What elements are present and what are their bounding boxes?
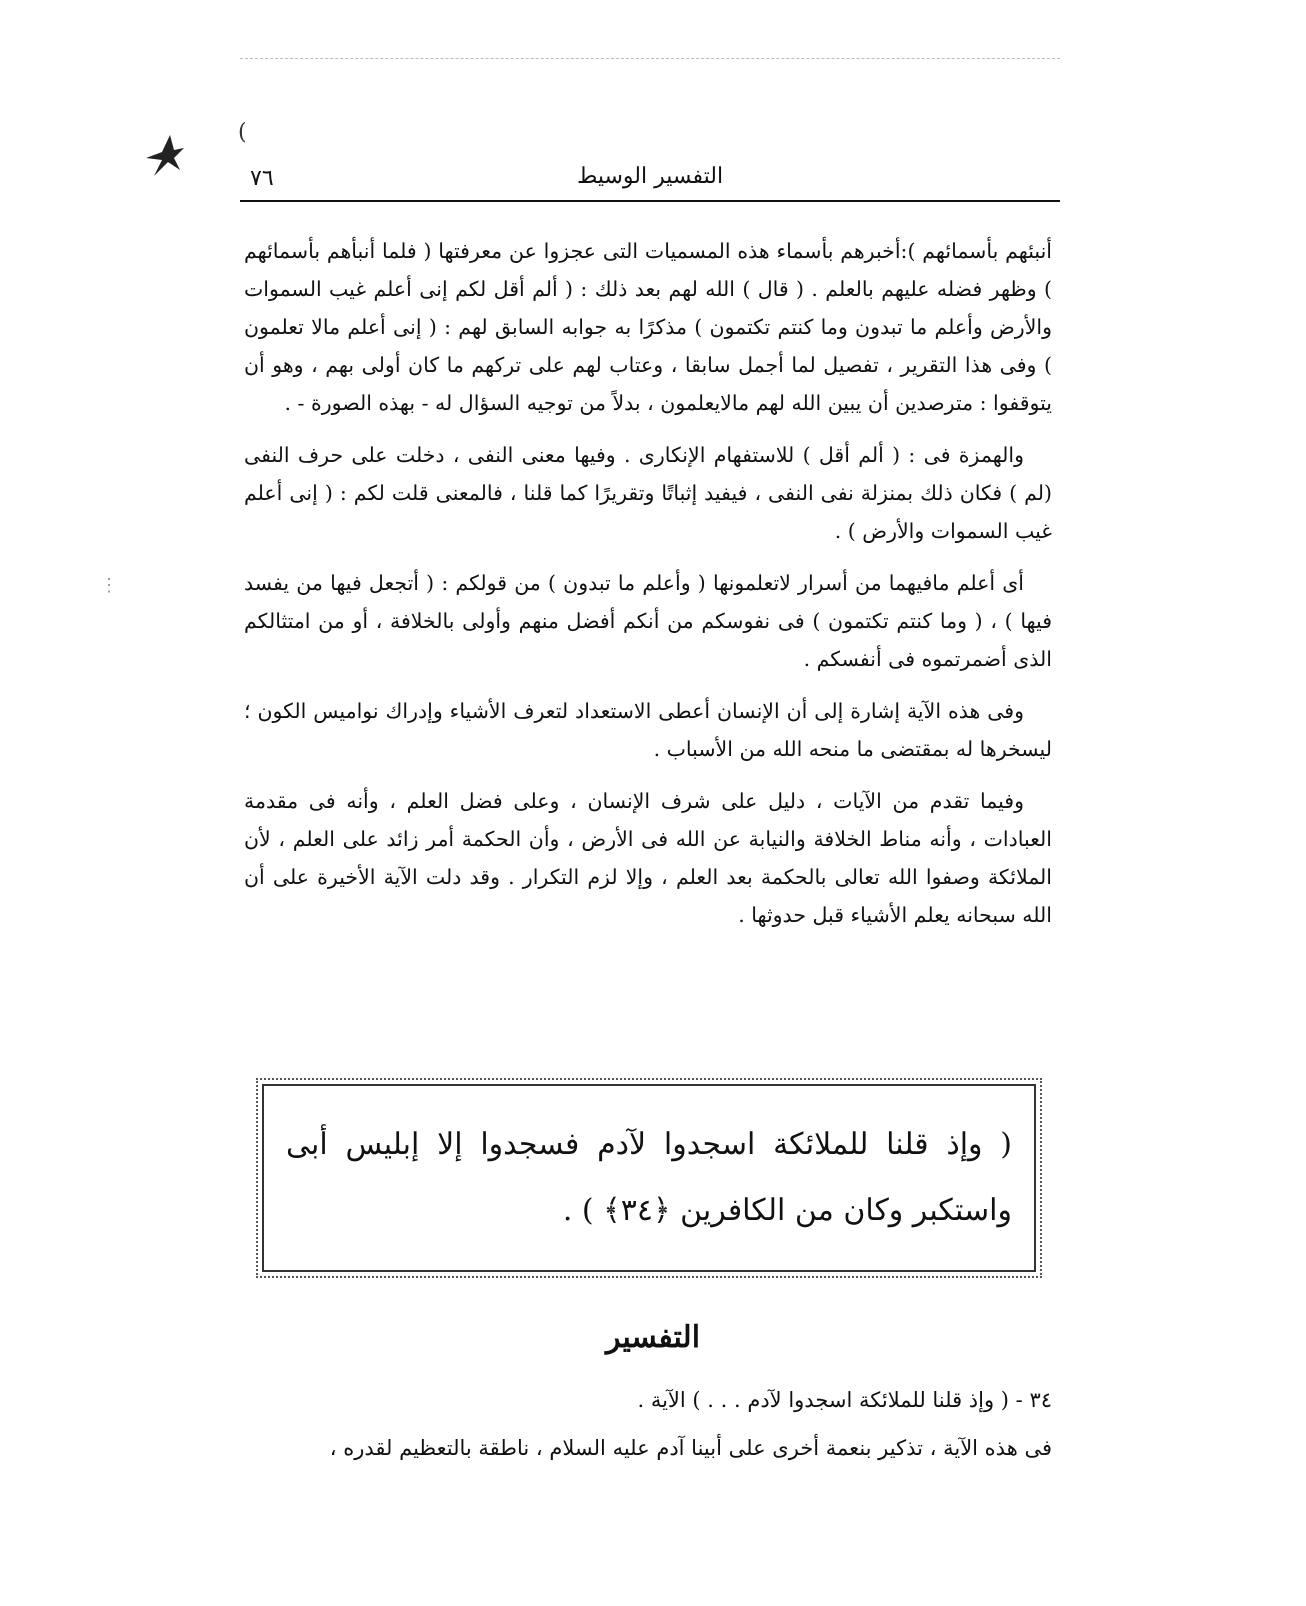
paragraph-5: وفيما تقدم من الآيات ، دليل على شرف الإنسان ، وعلى فضل العلم ، وأنه فى مقدمة العبادات ، وأنه مناط الخلافة والنيابة عن الله فى الأرض ، وأن الحكمة أمر زائد على العلم ، لأن الملائكة وصفوا الله تعالى بالحكمة بعد العلم ، وإلا لزم التكرار . وقد دلت الآية الأخيرة على أن الله سبحانه يعلم الأشياء قبل حدوثها . bbox=[244, 789, 1052, 927]
paragraph-1: أنبئهم بأسمائهم ):أخبرهم بأسماء هذه المسميات التى عجزوا عن معرفتها ( فلما أنبأهم بأسمائهم ) وظهر فضله عليهم بالعلم . ( قال ) الله لهم بعد ذلك : ( ألم أقل لكم إنى أعلم غيب السموات والأرض وأعلم ما تبدون وما كنتم تكتمون ) مذكرًا به جوابه السابق لهم : ( إنى أعلم مالا تعلمون ) وفى هذا التقرير ، تفصيل لما أجمل سابقا ، وعتاب لهم على تركهم ما كان أولى بهم ، وهو أن يتوقفوا : مترصدين أن يبين الله لهم مالايعلمون ، بدلاً من توجيه السؤال له - بهذه الصورة - . bbox=[244, 239, 1052, 415]
page-header bbox=[240, 160, 1060, 202]
commentary-start: فى هذه الآية ، تذكير بنعمة أخرى على أبينا آدم عليه السلام ، ناطقة بالتعظيم لقدره ، bbox=[329, 1436, 1052, 1460]
verse-reference: ٣٤ - ( وإذ قلنا للملائكة اسجدوا لآدم . . . ) الآية . bbox=[637, 1388, 1052, 1412]
margin-paren-mark: ( bbox=[238, 120, 247, 145]
paragraph-4: وفى هذه الآية إشارة إلى أن الإنسان أعطى الاستعداد لتعرف الأشياء وإدراك نواميس الكون ؛ ليسخرها له بمقتضى ما منحه الله من الأسباب . bbox=[244, 699, 1052, 761]
ink-blot bbox=[140, 130, 190, 190]
scan-artifact-line bbox=[240, 58, 1060, 60]
running-title: التفسير الوسيط bbox=[576, 164, 724, 189]
section-heading: التفسير bbox=[605, 1320, 701, 1355]
verse-text: ( وإذ قلنا للملائكة اسجدوا لآدم فسجدوا إلا إبليس أبى واستكبر وكان من الكافرين ﴿٣٤﴾ ) . bbox=[286, 1127, 1012, 1228]
body-text bbox=[244, 232, 1052, 948]
page-number: ٧٦ bbox=[250, 166, 274, 191]
paragraph-2: والهمزة فى : ( ألم أقل ) للاستفهام الإنكارى . وفيها معنى النفى ، دخلت على حرف النفى (لم ) فكان ذلك بمنزلة نفى النفى ، فيفيد إثباتًا وتقريرًا كما قلنا ، فالمعنى قلت لكم : ( إنى أعلم غيب السموات والأرض ) . bbox=[244, 443, 1052, 543]
margin-mark: ⋮ bbox=[100, 575, 118, 596]
paragraph-3: أى أعلم مافيهما من أسرار لاتعلمونها ( وأعلم ما تبدون ) من قولكم : ( أتجعل فيها من يفسد فيها ) ، ( وما كنتم تكتمون ) فى نفوسكم من أنكم أفضل منهم وأولى بالخلافة ، أو من امتثالكم الذى أضمرتموه فى أنفسكم . bbox=[244, 571, 1052, 671]
verse-box bbox=[262, 1084, 1036, 1272]
